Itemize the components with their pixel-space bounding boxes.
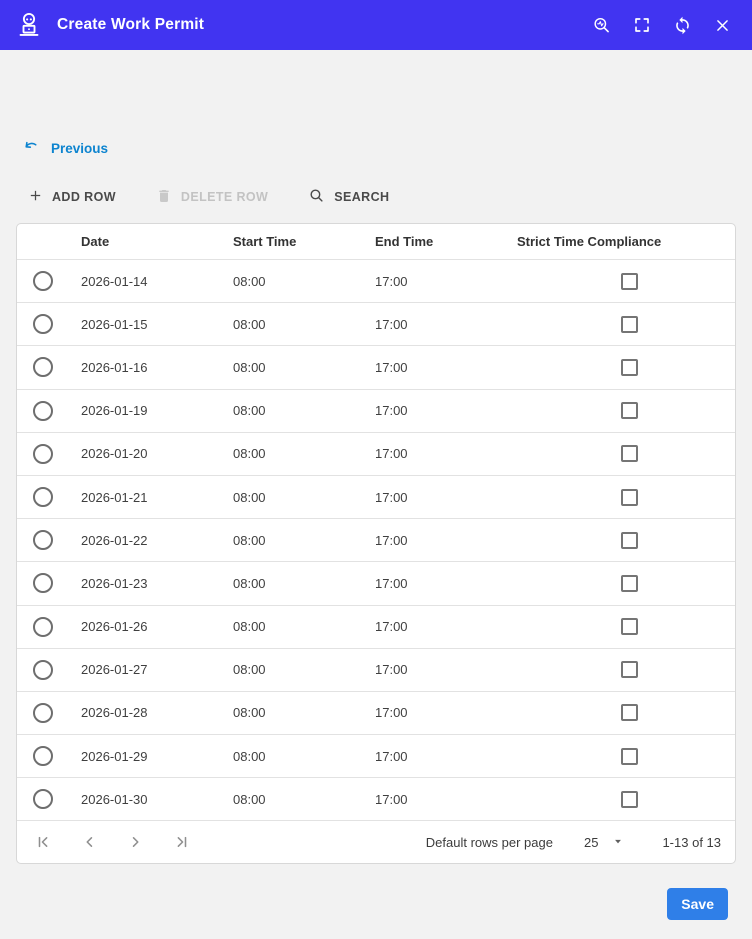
strict-time-compliance-cell <box>505 791 735 808</box>
start-time-cell: 08:00 <box>233 316 266 332</box>
strict-time-compliance-checkbox[interactable] <box>621 359 638 376</box>
end-time-cell: 17:00 <box>375 619 408 635</box>
row-select-cell <box>17 789 69 809</box>
end-time-cell: 17:00 <box>375 748 408 764</box>
strict-time-compliance-checkbox[interactable] <box>621 316 638 333</box>
start-time-cell: 08:00 <box>233 748 266 764</box>
strict-time-compliance-checkbox[interactable] <box>621 489 638 506</box>
row-select-cell <box>17 660 69 680</box>
page-range-label: 1-13 of 13 <box>662 834 721 850</box>
strict-time-compliance-checkbox[interactable] <box>621 704 638 721</box>
date-cell: 2026-01-30 <box>81 791 148 807</box>
start-time-cell: 08:00 <box>233 705 266 721</box>
row-select-cell <box>17 530 69 550</box>
table-row <box>17 735 735 778</box>
start-time-cell: 08:00 <box>233 446 266 462</box>
row-select-cell <box>17 573 69 593</box>
table-row <box>17 476 735 519</box>
strict-time-compliance-checkbox[interactable] <box>621 445 638 462</box>
strict-time-compliance-cell <box>505 748 735 765</box>
end-time-cell: 17:00 <box>375 791 408 807</box>
row-select-cell <box>17 703 69 723</box>
strict-time-compliance-checkbox[interactable] <box>621 618 638 635</box>
start-time-cell: 08:00 <box>233 403 266 419</box>
date-cell: 2026-01-21 <box>81 489 148 505</box>
search-icon <box>308 187 325 207</box>
row-select-radio[interactable] <box>33 789 53 809</box>
strict-time-compliance-cell <box>505 532 735 549</box>
table-row <box>17 390 735 433</box>
add-row-label: ADD ROW <box>52 190 116 204</box>
start-time-cell: 08:00 <box>233 359 266 375</box>
end-time-cell: 17:00 <box>375 403 408 419</box>
table-toolbar <box>16 187 736 207</box>
row-select-radio[interactable] <box>33 401 53 421</box>
row-select-radio[interactable] <box>33 444 53 464</box>
chevron-down-icon <box>611 834 625 851</box>
row-select-cell <box>17 357 69 377</box>
refresh-icon[interactable] <box>672 15 692 35</box>
row-select-radio[interactable] <box>33 271 53 291</box>
end-time-cell: 17:00 <box>375 316 408 332</box>
row-select-cell <box>17 314 69 334</box>
undo-icon <box>24 138 43 158</box>
table-row <box>17 433 735 476</box>
table-row <box>17 778 735 821</box>
rows-per-page-label: Default rows per page <box>425 834 553 850</box>
next-page-icon[interactable] <box>123 830 147 854</box>
table-row <box>17 606 735 649</box>
table-header-row <box>17 224 735 260</box>
column-header-date: Date <box>81 234 110 249</box>
strict-time-compliance-checkbox[interactable] <box>621 661 638 678</box>
previous-label: Previous <box>51 140 109 156</box>
end-time-cell: 17:00 <box>375 705 408 721</box>
strict-time-compliance-cell <box>505 618 735 635</box>
dialog-header <box>0 0 752 50</box>
row-select-cell <box>17 271 69 291</box>
end-time-cell: 17:00 <box>375 359 408 375</box>
date-cell: 2026-01-23 <box>81 575 148 591</box>
column-header-strict-time-compliance: Strict Time Compliance <box>517 234 662 249</box>
dialog-footer <box>16 888 736 920</box>
dialog-body <box>0 50 752 920</box>
save-button[interactable]: Save <box>667 888 728 920</box>
date-cell: 2026-01-29 <box>81 748 148 764</box>
row-select-radio[interactable] <box>33 487 53 507</box>
row-select-radio[interactable] <box>33 357 53 377</box>
zoom-audit-icon[interactable] <box>592 15 612 35</box>
row-select-radio[interactable] <box>33 530 53 550</box>
previous-link[interactable] <box>24 138 108 158</box>
date-cell: 2026-01-26 <box>81 619 148 635</box>
strict-time-compliance-checkbox[interactable] <box>621 791 638 808</box>
last-page-icon[interactable] <box>168 830 192 854</box>
end-time-cell: 17:00 <box>375 575 408 591</box>
delete-row-button[interactable] <box>156 188 268 207</box>
strict-time-compliance-cell <box>505 489 735 506</box>
rows-per-page-select[interactable] <box>584 834 625 851</box>
work-permit-schedule-table <box>16 223 736 864</box>
strict-time-compliance-cell <box>505 273 735 290</box>
pager-controls <box>33 830 192 854</box>
pagination-info <box>426 834 721 851</box>
table-row <box>17 346 735 389</box>
strict-time-compliance-checkbox[interactable] <box>621 402 638 419</box>
row-select-radio[interactable] <box>33 660 53 680</box>
delete-row-label: DELETE ROW <box>180 190 269 204</box>
close-icon[interactable] <box>712 15 732 35</box>
table-pagination <box>17 821 735 863</box>
strict-time-compliance-cell <box>505 316 735 333</box>
date-cell: 2026-01-16 <box>81 359 148 375</box>
table-body <box>17 260 735 821</box>
table-row <box>17 649 735 692</box>
strict-time-compliance-checkbox[interactable] <box>621 532 638 549</box>
table-row <box>17 260 735 303</box>
table-row <box>17 692 735 735</box>
row-select-cell <box>17 617 69 637</box>
table-row <box>17 562 735 605</box>
start-time-cell: 08:00 <box>233 575 266 591</box>
start-time-cell: 08:00 <box>233 619 266 635</box>
date-cell: 2026-01-20 <box>81 446 148 462</box>
strict-time-compliance-checkbox[interactable] <box>621 273 638 290</box>
start-time-cell: 08:00 <box>233 662 266 678</box>
table-row <box>17 519 735 562</box>
strict-time-compliance-cell <box>505 704 735 721</box>
row-select-cell <box>17 487 69 507</box>
end-time-cell: 17:00 <box>375 662 408 678</box>
end-time-cell: 17:00 <box>375 489 408 505</box>
date-cell: 2026-01-27 <box>81 662 148 678</box>
strict-time-compliance-checkbox[interactable] <box>621 575 638 592</box>
date-cell: 2026-01-22 <box>81 532 148 548</box>
row-select-cell <box>17 401 69 421</box>
trash-icon <box>156 188 172 207</box>
date-cell: 2026-01-19 <box>81 403 148 419</box>
column-header-start-time: Start Time <box>233 234 297 249</box>
end-time-cell: 17:00 <box>375 532 408 548</box>
row-select-cell <box>17 746 69 766</box>
row-select-cell <box>17 444 69 464</box>
date-cell: 2026-01-28 <box>81 705 148 721</box>
strict-time-compliance-cell <box>505 445 735 462</box>
date-cell: 2026-01-14 <box>81 273 148 289</box>
row-select-radio[interactable] <box>33 703 53 723</box>
strict-time-compliance-cell <box>505 575 735 592</box>
start-time-cell: 08:00 <box>233 532 266 548</box>
rows-per-page-value: 25 <box>583 834 599 850</box>
fullscreen-icon[interactable] <box>632 15 652 35</box>
search-button[interactable] <box>308 187 389 207</box>
strict-time-compliance-cell <box>505 359 735 376</box>
dialog-title: Create Work Permit <box>57 16 205 33</box>
header-actions <box>592 15 732 35</box>
row-select-radio[interactable] <box>33 617 53 637</box>
start-time-cell: 08:00 <box>233 489 266 505</box>
previous-page-icon[interactable] <box>78 830 102 854</box>
worker-at-laptop-icon <box>14 10 44 40</box>
row-select-radio[interactable] <box>33 746 53 766</box>
plus-icon <box>28 188 43 206</box>
table-row <box>17 303 735 346</box>
add-row-button[interactable] <box>28 188 116 206</box>
search-label: SEARCH <box>334 190 390 204</box>
start-time-cell: 08:00 <box>233 273 266 289</box>
strict-time-compliance-cell <box>505 661 735 678</box>
row-select-radio[interactable] <box>33 314 53 334</box>
end-time-cell: 17:00 <box>375 446 408 462</box>
strict-time-compliance-cell <box>505 402 735 419</box>
start-time-cell: 08:00 <box>233 791 266 807</box>
row-select-radio[interactable] <box>33 573 53 593</box>
column-header-end-time: End Time <box>375 234 434 249</box>
strict-time-compliance-checkbox[interactable] <box>621 748 638 765</box>
first-page-icon[interactable] <box>33 830 57 854</box>
end-time-cell: 17:00 <box>375 273 408 289</box>
date-cell: 2026-01-15 <box>81 316 148 332</box>
